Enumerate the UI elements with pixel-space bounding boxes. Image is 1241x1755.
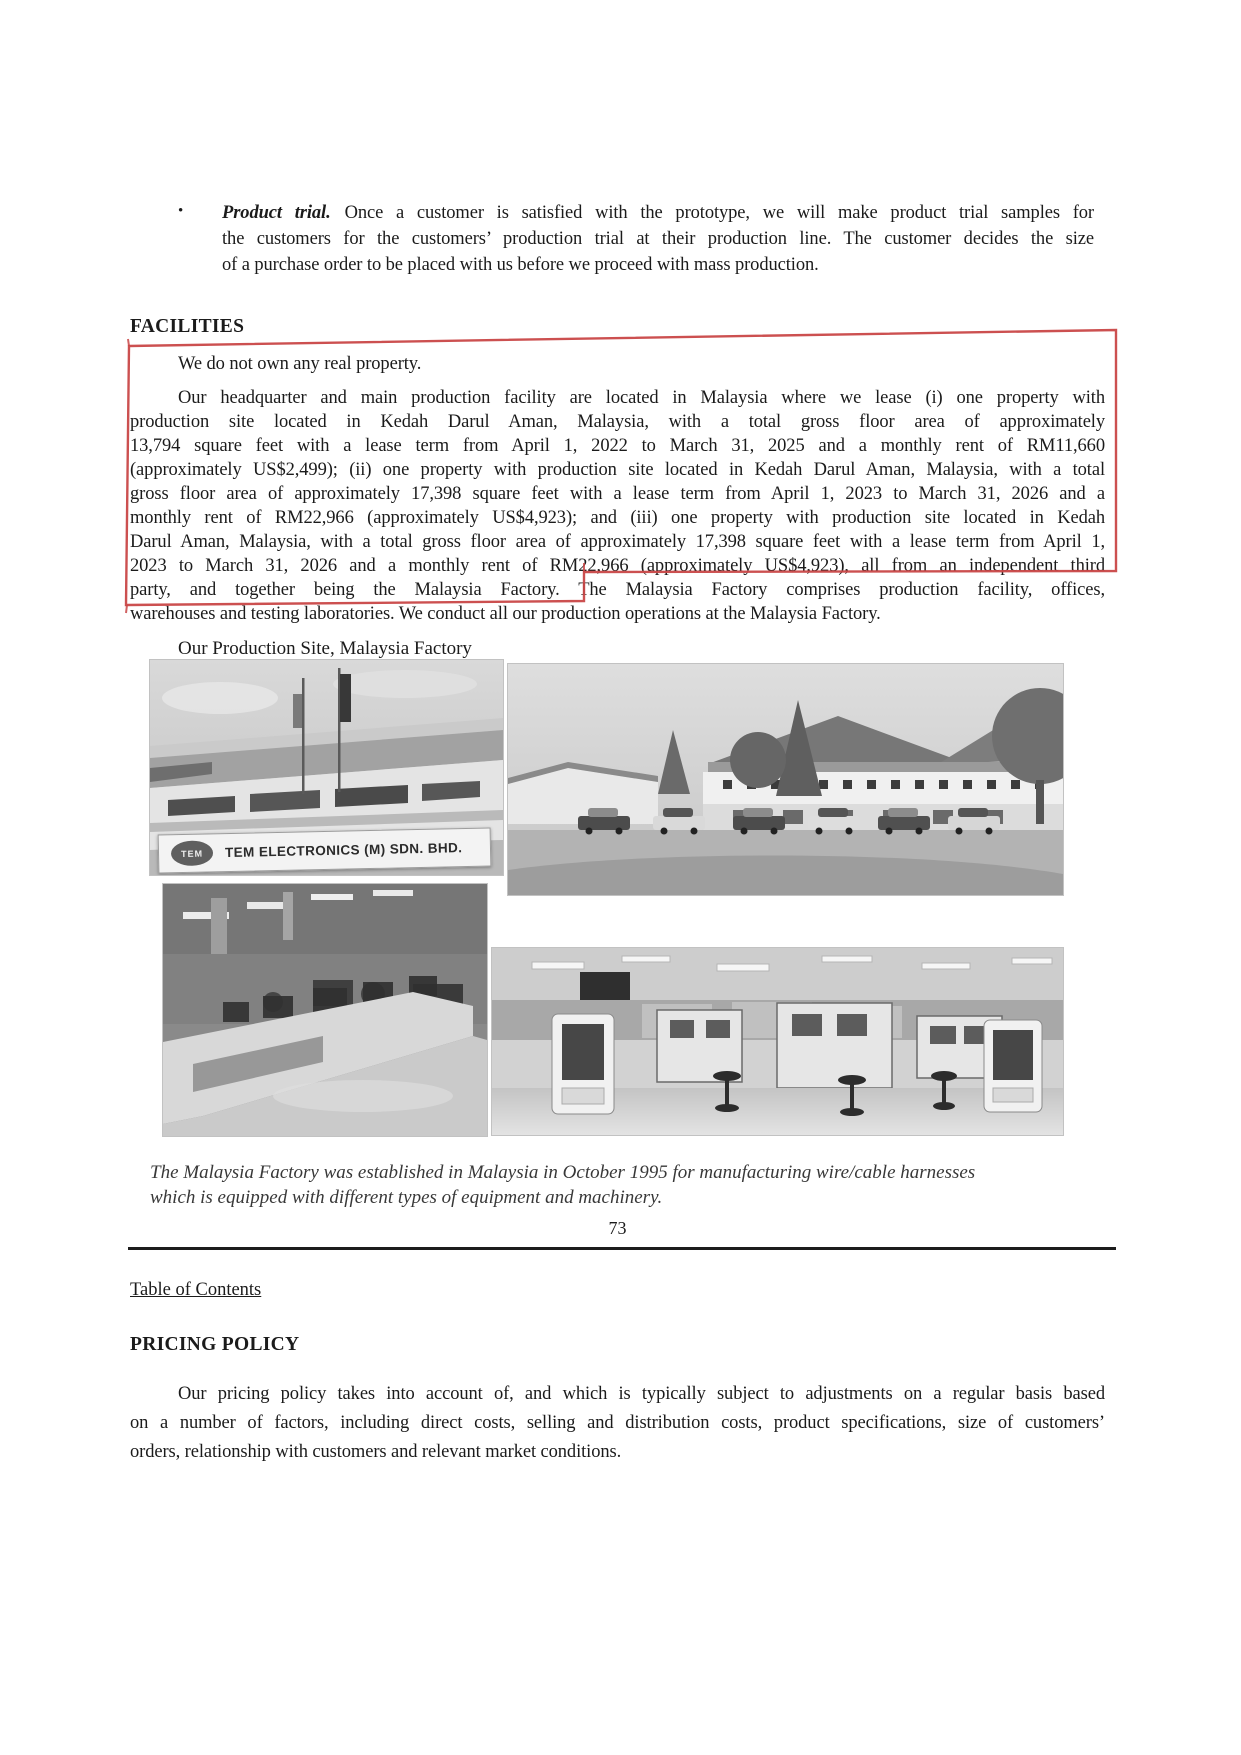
facilities-paragraph-1: We do not own any real property. <box>178 354 422 374</box>
paragraph-line: warehouses and testing laboratories. We conduct all our production operations at the Malaysia Factory. <box>130 604 881 624</box>
pricing-policy-heading: PRICING POLICY <box>130 1334 300 1355</box>
pricing-policy-paragraph <box>130 1380 1105 1467</box>
factory-sign-text: TEM ELECTRONICS (M) SDN. BHD. <box>224 840 463 861</box>
bullet-line: of a purchase order to be placed with us before we proceed with mass production. <box>222 255 819 275</box>
photos-title: Our Production Site, Malaysia Factory <box>178 638 472 659</box>
bullet-text: Once a customer is satisfied with the prototype, we will make product trial samples for <box>344 203 1094 223</box>
paragraph-line: Our pricing policy takes into account of, and which is typically subject to adjustments on a regular basis based <box>178 1384 1105 1404</box>
paragraph-line: 13,794 square feet with a lease term from April 1, 2022 to March 31, 2025 and a monthly rent of RM11,660 <box>130 436 1105 456</box>
page-divider-rule <box>128 1247 1116 1250</box>
paragraph-line: production site located in Kedah Darul Aman, Malaysia, with a total gross floor area of approximately <box>130 412 1105 432</box>
photo-production-floor <box>492 948 1063 1135</box>
paragraph-line: 2023 to March 31, 2026 and a monthly rent of RM22,966 (approximately US$4,923), all from an independent third <box>130 556 1105 576</box>
tem-logo: TEM <box>171 840 214 866</box>
table-of-contents-link[interactable]: Table of Contents <box>130 1280 262 1300</box>
paragraph-line: monthly rent of RM22,966 (approximately US$4,923); and (iii) one property with production site located in Kedah <box>130 508 1105 528</box>
paragraph-line: on a number of factors, including direct costs, selling and distribution costs, product specifications, size of customers’ <box>130 1413 1105 1433</box>
bullet-item <box>222 200 1094 278</box>
paragraph-line: Our headquarter and main production facility are located in Malaysia where we lease (i) one property with <box>178 388 1105 408</box>
factory-sign <box>158 828 492 874</box>
bullet-line: the customers for the customers’ production trial at their production line. The customer decides the size <box>222 229 1094 249</box>
facilities-heading: FACILITIES <box>130 316 245 337</box>
facilities-paragraph-2 <box>130 386 1105 626</box>
paragraph-line: orders, relationship with customers and relevant market conditions. <box>130 1442 622 1462</box>
photo-production-line <box>163 884 487 1136</box>
bullet-line <box>222 200 1094 226</box>
photo-factory-campus <box>508 664 1063 895</box>
bullet-term: Product trial. <box>222 203 331 223</box>
paragraph-line: Darul Aman, Malaysia, with a total gross floor area of approximately 17,398 square feet with a lease term from April 1, <box>130 532 1105 552</box>
page-number: 73 <box>608 1218 627 1238</box>
paragraph-line: (approximately US$2,499); (ii) one property with production site located in Kedah Darul Aman, Malaysia, with a total <box>130 460 1105 480</box>
paragraph-line: gross floor area of approximately 17,398 square feet with a lease term from April 1, 2023 to March 31, 2026 and a <box>130 484 1105 504</box>
bullet-marker: • <box>178 203 184 219</box>
factory-campus-illustration <box>508 664 1063 895</box>
caption-line: The Malaysia Factory was established in Malaysia in October 1995 for manufacturing wire/cable harnesses <box>150 1162 976 1183</box>
paragraph-line: party, and together being the Malaysia Factory. The Malaysia Factory comprises production facility, offices, <box>130 580 1105 600</box>
photos-caption <box>150 1160 1050 1210</box>
production-floor-illustration <box>492 948 1063 1135</box>
caption-line: which is equipped with different types of equipment and machinery. <box>150 1187 663 1208</box>
photo-factory-front-sign <box>150 660 503 875</box>
production-line-illustration <box>163 884 487 1136</box>
